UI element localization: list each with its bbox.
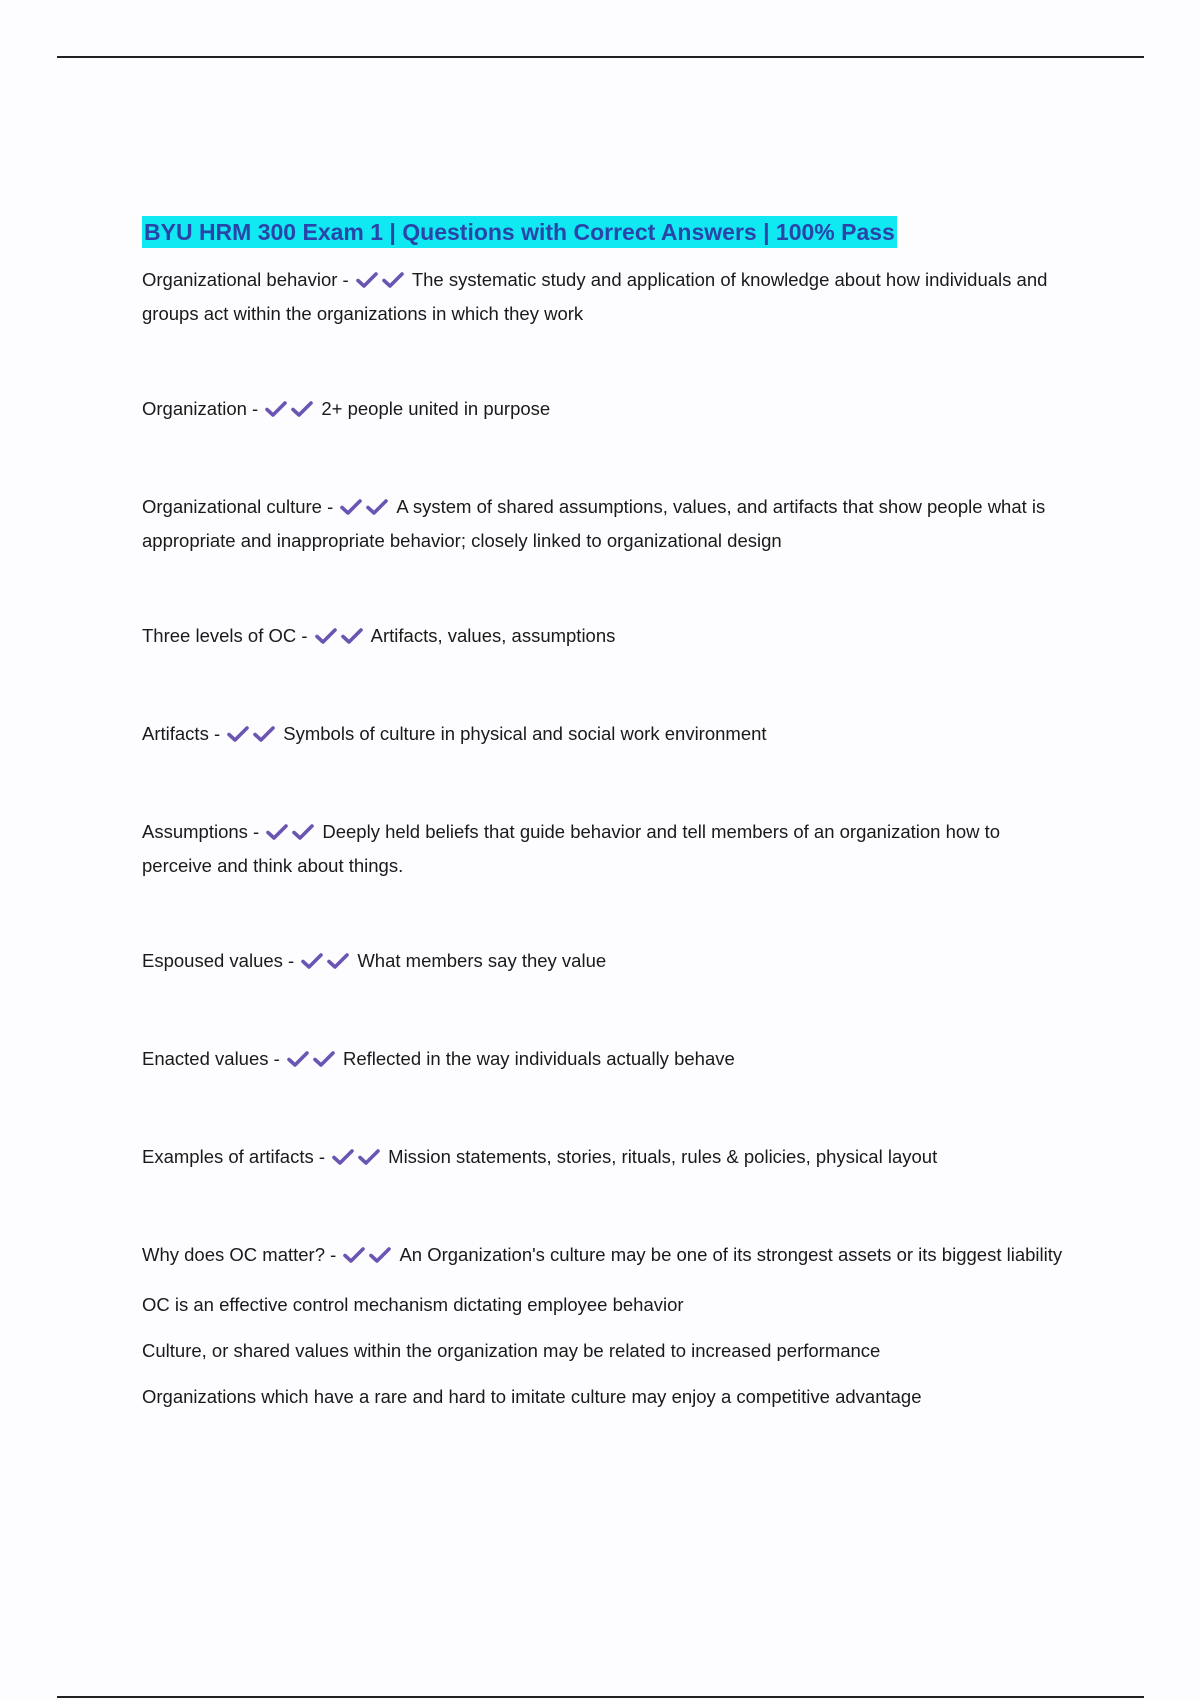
double-check-icon [266,819,318,850]
entry-text [142,393,1072,427]
check-icon [292,823,314,841]
check-icon [291,400,313,418]
entry-item [142,1239,1072,1273]
entry-term: Artifacts - [142,723,226,744]
check-icon [253,725,275,743]
check-icon [369,1246,391,1264]
entry-item [142,491,1072,556]
document-content [142,216,1072,1427]
entry-definition: The systematic study and application of knowledge about how individuals and groups act within the organizations in which they work [142,269,1048,324]
check-icon [358,1148,380,1166]
entry-term: Three levels of OC - [142,625,313,646]
entry-item [142,1141,1072,1175]
entry-text [142,264,1072,329]
entry-term: Organizational behavior - [142,269,354,290]
check-icon [266,823,288,841]
entry-list [142,264,1072,1273]
double-check-icon [301,948,353,979]
entry-term: Espoused values - [142,950,300,971]
footer-rule [57,1696,1144,1698]
entry-text [142,1239,1072,1273]
entry-text [142,1141,1072,1175]
entry-term: Examples of artifacts - [142,1146,331,1167]
check-icon [343,1246,365,1264]
entry-item [142,393,1072,427]
entry-item [142,816,1072,881]
entry-definition: Symbols of culture in physical and social work environment [283,723,767,744]
check-icon [227,725,249,743]
extra-line: Organizations which have a rare and hard to imitate culture may enjoy a competitive advantage [142,1386,922,1407]
check-icon [382,271,404,289]
entry-definition: Deeply held beliefs that guide behavior and tell members of an organization how to perceive and think about things. [142,821,1001,876]
entry-definition: What members say they value [357,950,607,971]
header-rule [57,56,1144,58]
entry-term: Organizational culture - [142,496,339,517]
extra-line: OC is an effective control mechanism dictating employee behavior [142,1294,684,1315]
extra-lines [142,1289,1072,1412]
entry-text [142,1043,1072,1077]
check-icon [265,400,287,418]
check-icon [332,1148,354,1166]
entry-definition: A system of shared assumptions, values, and artifacts that show people what is appropriate and inappropriate behavior; closely linked to organizational design [142,496,1046,551]
entry-definition: An Organization's culture may be one of its strongest assets or its biggest liability [399,1244,1063,1265]
entry-term: Enacted values - [142,1048,285,1069]
check-icon [287,1050,309,1068]
entry-item [142,1043,1072,1077]
double-check-icon [356,267,408,298]
check-icon [356,271,378,289]
entry-text [142,620,1072,654]
check-icon [340,498,362,516]
check-icon [315,627,337,645]
entry-definition: Reflected in the way individuals actually behave [342,1048,735,1069]
entry-item [142,620,1072,654]
entry-text [142,491,1072,556]
double-check-icon [227,721,279,752]
entry-text [142,945,1072,979]
entry-item [142,945,1072,979]
double-check-icon [315,623,367,654]
entry-term: Organization - [142,398,264,419]
check-icon [327,952,349,970]
entry-text [142,816,1072,881]
entry-definition: Mission statements, stories, rituals, rules & policies, physical layout [388,1146,938,1167]
entry-text [142,718,1072,752]
double-check-icon [340,494,392,525]
entry-item [142,718,1072,752]
entry-definition: 2+ people united in purpose [321,398,551,419]
entry-term: Why does OC matter? - [142,1244,342,1265]
document-title: BYU HRM 300 Exam 1 | Questions with Correct Answers | 100% Pass [142,216,897,248]
check-icon [301,952,323,970]
entry-item [142,264,1072,329]
double-check-icon [265,396,317,427]
extra-line: Culture, or shared values within the organization may be related to increased performance [142,1340,881,1361]
check-icon [341,627,363,645]
entry-definition: Artifacts, values, assumptions [370,625,616,646]
double-check-icon [287,1046,339,1077]
entry-term: Assumptions - [142,821,265,842]
double-check-icon [332,1144,384,1175]
check-icon [313,1050,335,1068]
double-check-icon [343,1242,395,1273]
check-icon [366,498,388,516]
